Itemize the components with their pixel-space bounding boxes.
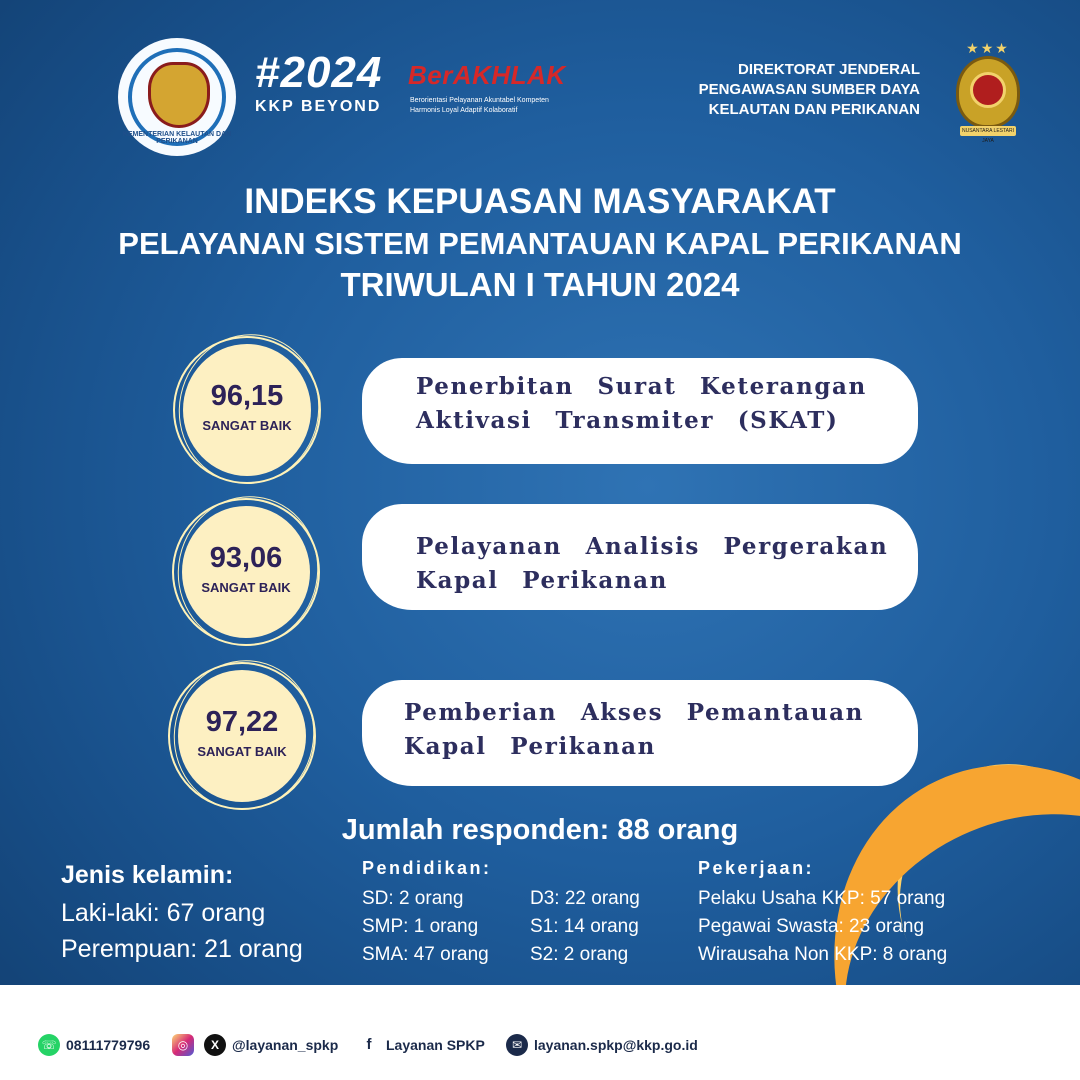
score-circle-2 (182, 506, 310, 638)
stars-icon: ★★★ (966, 40, 1010, 56)
education-title: Pendidikan: (362, 858, 492, 878)
facebook-icon: f (358, 1034, 380, 1056)
service-row-1 (0, 336, 1080, 486)
service-name-1-line-2: Aktivasi Transmiter (SKAT) (416, 407, 839, 434)
psdkp-logo (946, 40, 1030, 144)
score-circle-3 (178, 670, 306, 802)
psdkp-banner: NUSANTARA LESTARI JAYA (961, 128, 1015, 144)
footer-facebook-text: Layanan SPKP (386, 1037, 485, 1053)
directorate-line-2: PENGAWASAN SUMBER DAYA (698, 81, 920, 98)
service-row-3 (0, 662, 1080, 812)
service-name-2-line-1: Pelayanan Analisis Pergerakan (416, 533, 889, 560)
x-twitter-icon: X (204, 1034, 226, 1056)
berakhlak-logo: BerAKHLAK (408, 60, 566, 90)
service-name-1-line-1: Penerbitan Surat Keterangan (416, 373, 867, 400)
education-sma: SMA: 47 orang (362, 944, 489, 965)
footer-phone[interactable] (38, 1032, 150, 1058)
title-line-2: PELAYANAN SISTEM PEMANTAUAN KAPAL PERIKANAN (118, 226, 962, 261)
score-value-2: 93,06 (209, 542, 283, 574)
whatsapp-icon: ☏ (38, 1034, 60, 1056)
gender-title: Jenis kelamin: (61, 861, 234, 889)
directorate-title (660, 60, 920, 120)
mail-icon: ✉ (506, 1034, 528, 1056)
occupation-item-1: Pelaku Usaha KKP: 57 orang (698, 888, 946, 909)
service-name-3 (404, 696, 864, 764)
score-badge-3 (168, 662, 316, 810)
footer-facebook[interactable] (358, 1032, 485, 1058)
instagram-icon: ◎ (172, 1034, 194, 1056)
occupation-item-2: Pegawai Swasta: 23 orang (698, 916, 925, 937)
score-grade-1: SANGAT BAIK (202, 418, 292, 433)
tag-2024: #2024 (255, 48, 383, 97)
directorate-line-3: KELAUTAN DAN PERIKANAN (708, 101, 920, 118)
service-row-2 (0, 498, 1080, 648)
kkp-logo (118, 38, 236, 156)
service-name-2 (416, 530, 888, 598)
garuda-emblem-icon (148, 62, 210, 128)
directorate-line-1: DIREKTORAT JENDERAL (738, 61, 920, 78)
score-badge-2 (172, 498, 320, 646)
education-sd: SD: 2 orang (362, 888, 464, 909)
education-d3: D3: 22 orang (530, 888, 640, 909)
gender-female: Perempuan: 21 orang (61, 935, 303, 963)
title-line-1: INDEKS KEPUASAN MASYARAKAT (244, 182, 836, 221)
occupation-item-3: Wirausaha Non KKP: 8 orang (698, 944, 948, 965)
education-smp: SMP: 1 orang (362, 916, 479, 937)
service-name-2-line-2: Kapal Perikanan (416, 567, 668, 594)
kkp-logo-text: KEMENTERIAN KELAUTAN DAN PERIKANAN (122, 131, 232, 145)
score-grade-3: SANGAT BAIK (197, 744, 287, 759)
score-grade-2: SANGAT BAIK (201, 580, 291, 595)
score-value-1: 96,15 (210, 380, 284, 412)
title-line-3: TRIWULAN I TAHUN 2024 (340, 266, 740, 303)
education-s2: S2: 2 orang (530, 944, 629, 965)
footer-email-text: layanan.spkp@kkp.go.id (534, 1037, 698, 1053)
occupation-title: Pekerjaan: (698, 858, 815, 878)
service-card-2 (362, 504, 918, 610)
footer-social[interactable] (172, 1032, 338, 1058)
berakhlak-subtitle: Berorientasi Pelayanan Akuntabel Kompeten Harmonis Loyal Adaptif Kolaboratif (410, 97, 549, 114)
footer-social-text: @layanan_spkp (232, 1037, 339, 1053)
service-card-3 (362, 680, 918, 786)
tag-kkp-beyond: KKP BEYOND (255, 98, 382, 115)
service-name-1 (416, 370, 867, 438)
service-card-1 (362, 358, 918, 464)
education-s1: S1: 14 orang (530, 916, 639, 937)
service-name-3-line-2: Kapal Perikanan (404, 733, 656, 760)
score-badge-1 (173, 336, 321, 484)
service-name-3-line-1: Pemberian Akses Pemantauan (404, 699, 864, 726)
footer-email[interactable] (506, 1032, 698, 1058)
respondent-total: Jumlah responden: 88 orang (341, 814, 739, 846)
score-value-3: 97,22 (205, 706, 279, 738)
gender-male: Laki-laki: 67 orang (61, 899, 266, 927)
psdkp-emblem-core-icon (970, 72, 1006, 108)
footer-phone-text: 08111779796 (66, 1037, 151, 1053)
score-circle-1 (183, 344, 311, 476)
